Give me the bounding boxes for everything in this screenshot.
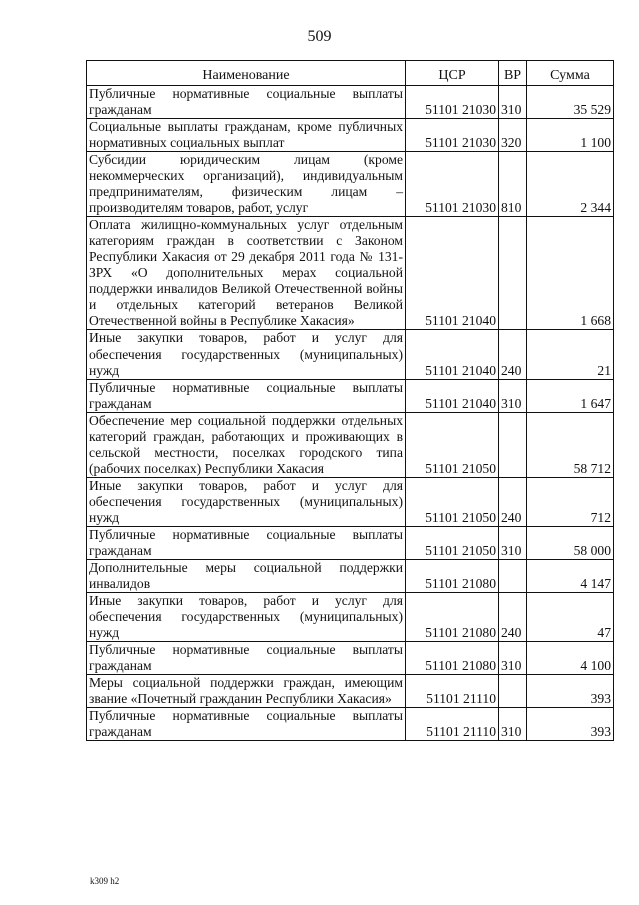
table-row <box>87 592 614 641</box>
row-csr: 51101 21080 <box>406 592 499 641</box>
row-sum: 712 <box>527 477 614 526</box>
row-vr: 320 <box>499 119 527 152</box>
row-sum: 2 344 <box>527 152 614 217</box>
row-name: Иные закупки товаров, работ и услуг для обеспечения государственных (муниципальных) нужд <box>87 477 406 526</box>
row-sum: 35 529 <box>527 86 614 119</box>
row-sum: 4 100 <box>527 642 614 675</box>
row-csr: 51101 21110 <box>406 675 499 708</box>
row-csr: 51101 21050 <box>406 526 499 559</box>
row-name: Публичные нормативные социальные выплаты гражданам <box>87 379 406 412</box>
row-sum: 1 100 <box>527 119 614 152</box>
row-csr: 51101 21080 <box>406 559 499 592</box>
row-csr: 51101 21050 <box>406 477 499 526</box>
table-row <box>87 708 614 741</box>
row-csr: 51101 21030 <box>406 152 499 217</box>
row-csr: 51101 21110 <box>406 708 499 741</box>
column-header-vr: ВР <box>499 61 527 86</box>
table-row <box>87 152 614 217</box>
row-csr: 51101 21040 <box>406 379 499 412</box>
row-csr: 51101 21080 <box>406 642 499 675</box>
row-vr: 240 <box>499 330 527 379</box>
row-sum: 47 <box>527 592 614 641</box>
row-vr <box>499 412 527 477</box>
row-vr: 310 <box>499 708 527 741</box>
row-vr: 810 <box>499 152 527 217</box>
row-name: Иные закупки товаров, работ и услуг для обеспечения государственных (муниципальных) нужд <box>87 330 406 379</box>
column-header-csr: ЦСР <box>406 61 499 86</box>
table-row <box>87 86 614 119</box>
row-vr <box>499 217 527 330</box>
row-sum: 1 668 <box>527 217 614 330</box>
row-name: Публичные нормативные социальные выплаты гражданам <box>87 526 406 559</box>
table-row <box>87 119 614 152</box>
row-name: Социальные выплаты гражданам, кроме публичных нормативных социальных выплат <box>87 119 406 152</box>
row-sum: 58 000 <box>527 526 614 559</box>
row-name: Обеспечение мер социальной поддержки отдельных категорий граждан, работающих и проживающих в сельской местности, поселках городского типа (рабочих поселках) Республики Хакасия <box>87 412 406 477</box>
table-row <box>87 526 614 559</box>
row-csr: 51101 21030 <box>406 119 499 152</box>
row-vr: 310 <box>499 86 527 119</box>
table-row <box>87 559 614 592</box>
row-name: Публичные нормативные социальные выплаты гражданам <box>87 86 406 119</box>
row-vr: 310 <box>499 379 527 412</box>
row-sum: 393 <box>527 708 614 741</box>
table-row <box>87 330 614 379</box>
page-number: 509 <box>307 28 332 45</box>
row-vr <box>499 559 527 592</box>
row-name: Субсидии юридическим лицам (кроме некоммерческих организаций), индивидуальным предпринимателям, физическим лицам – производителям товаров, работ, услуг <box>87 152 406 217</box>
footer-code: k309 h2 <box>90 876 120 886</box>
table-row <box>87 217 614 330</box>
table-row <box>87 412 614 477</box>
row-sum: 21 <box>527 330 614 379</box>
row-vr: 240 <box>499 592 527 641</box>
row-csr: 51101 21050 <box>406 412 499 477</box>
row-csr: 51101 21040 <box>406 330 499 379</box>
row-name: Меры социальной поддержки граждан, имеющим звание «Почетный гражданин Республики Хакасия» <box>87 675 406 708</box>
row-sum: 1 647 <box>527 379 614 412</box>
row-name: Иные закупки товаров, работ и услуг для обеспечения государственных (муниципальных) нужд <box>87 592 406 641</box>
table-header-row <box>87 61 614 86</box>
table-body <box>87 86 614 741</box>
row-name: Публичные нормативные социальные выплаты гражданам <box>87 642 406 675</box>
row-csr: 51101 21030 <box>406 86 499 119</box>
row-sum: 58 712 <box>527 412 614 477</box>
row-name: Публичные нормативные социальные выплаты гражданам <box>87 708 406 741</box>
row-csr: 51101 21040 <box>406 217 499 330</box>
row-vr: 310 <box>499 642 527 675</box>
column-header-sum: Сумма <box>527 61 614 86</box>
budget-table <box>86 60 614 741</box>
row-vr: 240 <box>499 477 527 526</box>
row-name: Дополнительные меры социальной поддержки инвалидов <box>87 559 406 592</box>
row-sum: 393 <box>527 675 614 708</box>
row-name: Оплата жилищно-коммунальных услуг отдельным категориям граждан в соответствии с Законом Республики Хакасия от 29 декабря 2011 года № 131-ЗРХ «О дополнительных мерах социальной поддержки инвалидов Великой Отечественной войны и отдельных категорий ветеранов Великой Отечественной войны в Республике Хакасия» <box>87 217 406 330</box>
row-vr: 310 <box>499 526 527 559</box>
column-header-name: Наименование <box>87 61 406 86</box>
table-row <box>87 379 614 412</box>
table-row <box>87 642 614 675</box>
row-sum: 4 147 <box>527 559 614 592</box>
table-row <box>87 675 614 708</box>
row-vr <box>499 675 527 708</box>
table-row <box>87 477 614 526</box>
